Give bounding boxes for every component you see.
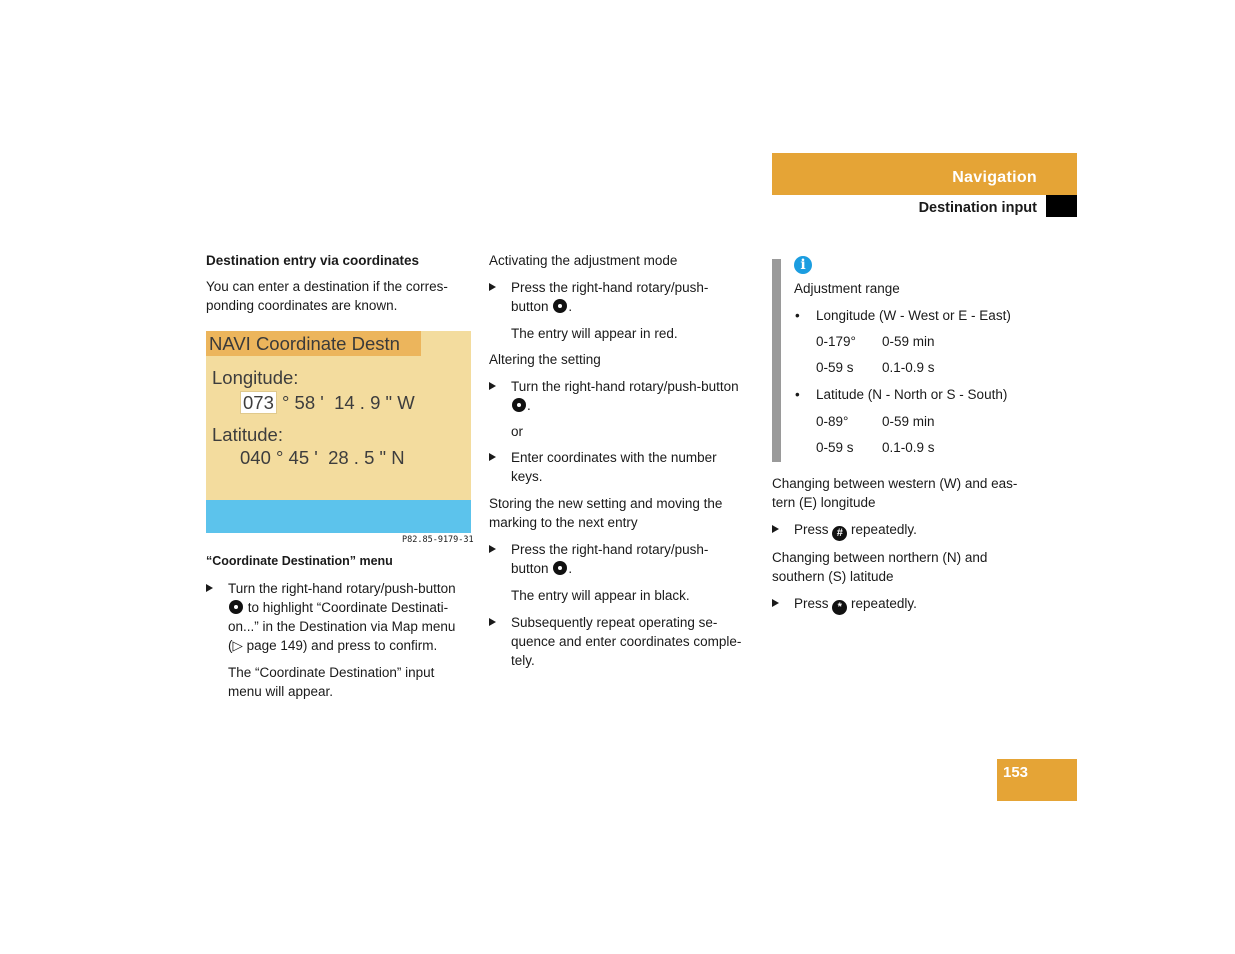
header-marker — [1046, 195, 1077, 217]
range-item-label: Longitude (W - West or E - East) — [816, 308, 1011, 323]
we-line: Changing between western (W) and eas- — [772, 476, 1018, 491]
storing-line: Storing the new setting and moving the — [489, 496, 723, 511]
coordinate-destination-screen — [206, 331, 471, 533]
latitude-label: Latitude: — [212, 424, 283, 445]
bullet-arrow-icon — [489, 283, 496, 291]
step-text: (▷ page 149) and press to confirm. — [228, 638, 438, 653]
range-value: 0-59 min — [882, 414, 935, 429]
section-header-bar — [772, 153, 1077, 195]
range-value: 0-59 min — [882, 334, 935, 349]
step-toggle-ns — [772, 594, 1037, 615]
step-activate: Press the right-hand rotary/push- button . — [489, 278, 755, 316]
rotary-button-icon — [229, 600, 243, 614]
step-store: Press the right-hand rotary/push- button . — [489, 540, 755, 578]
latitude-value: 040 ° 45 ' 28 . 5 " N — [240, 447, 405, 468]
range-value: 0-89° — [816, 414, 849, 429]
info-icon: i — [794, 256, 812, 274]
intro-line: You can enter a destination if the corres- — [206, 279, 448, 294]
ns-heading — [772, 548, 1037, 586]
info-box — [794, 256, 1044, 457]
range-value: 0.1-0.9 s — [882, 440, 935, 455]
activate-result: The entry will appear in red. — [511, 326, 678, 341]
column-right — [772, 474, 1037, 615]
screen-title: NAVI Coordinate Destn — [206, 331, 421, 356]
ns-line: southern (S) latitude — [772, 569, 894, 584]
rotary-button-icon — [553, 299, 567, 313]
step-toggle-we — [772, 520, 1037, 541]
step-text: Turn the right-hand rotary/push-button — [511, 379, 739, 394]
result-text: The “Coordinate Destination” input — [228, 665, 435, 680]
info-box-bar — [772, 259, 781, 462]
longitude-value — [240, 392, 415, 414]
or-text: or — [511, 424, 524, 439]
step-text: on...” in the Destination via Map menu — [228, 619, 456, 634]
figure-caption: “Coordinate Destination” menu — [206, 554, 393, 568]
step-alter-turn: Turn the right-hand rotary/push-button . — [489, 377, 755, 415]
hash-key-icon: # — [832, 526, 847, 541]
range-row — [794, 412, 1044, 431]
ns-line: Changing between northern (N) and — [772, 550, 988, 565]
subsection-title: Destination input — [918, 200, 1037, 216]
latitude-range-item — [794, 385, 1044, 404]
rotary-button-icon — [512, 398, 526, 412]
section-title: Navigation — [952, 169, 1037, 186]
bullet-arrow-icon — [772, 525, 779, 533]
step-text: Press the right-hand rotary/push- — [511, 280, 709, 295]
step-text: repeatedly. — [851, 522, 917, 537]
bullet-arrow-icon — [489, 453, 496, 461]
storing-line: marking to the next entry — [489, 515, 638, 530]
activating-heading: Activating the adjustment mode — [489, 253, 678, 268]
page-number: 153 — [1003, 764, 1029, 781]
altering-heading: Altering the setting — [489, 352, 601, 367]
intro-line: ponding coordinates are known. — [206, 298, 398, 313]
step-text: repeatedly. — [851, 596, 917, 611]
star-key-icon: * — [832, 600, 847, 615]
bullet-arrow-icon — [489, 545, 496, 553]
step-text: Press the right-hand rotary/push- — [511, 542, 709, 557]
bullet-dot-icon: • — [795, 387, 800, 402]
longitude-rest: ° 58 ' 14 . 9 " W — [276, 392, 415, 413]
step-repeat — [489, 613, 755, 670]
store-result: The entry will appear in black. — [511, 588, 690, 603]
bullet-arrow-icon — [489, 382, 496, 390]
page-number-box — [997, 759, 1077, 801]
we-line: tern (E) longitude — [772, 495, 876, 510]
range-value: 0.1-0.9 s — [882, 360, 935, 375]
step-text: button — [511, 561, 549, 576]
step-text: Press — [794, 522, 829, 537]
longitude-label: Longitude: — [212, 367, 299, 388]
step-text: Turn the right-hand rotary/push-button — [228, 581, 456, 596]
figure-code: P82.85-9179-31 — [402, 535, 474, 545]
range-row — [794, 332, 1044, 351]
bullet-arrow-icon — [489, 618, 496, 626]
column-left-lower — [206, 552, 472, 701]
step-text: keys. — [511, 469, 543, 484]
column-middle — [489, 251, 755, 670]
highlighted-degree-field: 073 — [240, 391, 277, 414]
result-text: menu will appear. — [228, 684, 334, 699]
step-text: tely. — [511, 653, 535, 668]
rotary-button-icon — [553, 561, 567, 575]
step-text: quence and enter coordinates comple- — [511, 634, 742, 649]
step-text: Subsequently repeat operating se- — [511, 615, 718, 630]
bullet-arrow-icon — [206, 584, 213, 592]
range-row — [794, 438, 1044, 457]
we-heading — [772, 474, 1037, 512]
info-title: Adjustment range — [794, 281, 900, 296]
step-text: button — [511, 299, 549, 314]
range-row — [794, 358, 1044, 377]
bullet-arrow-icon — [772, 599, 779, 607]
column-left — [206, 251, 472, 315]
range-item-label: Latitude (N - North or S - South) — [816, 387, 1008, 402]
longitude-range-item — [794, 306, 1044, 325]
range-value: 0-179° — [816, 334, 856, 349]
heading-coordinates: Destination entry via coordinates — [206, 253, 420, 268]
intro-text — [206, 277, 472, 315]
step-text: Press — [794, 596, 829, 611]
step-highlight — [206, 579, 472, 655]
range-value: 0-59 s — [816, 440, 854, 455]
step-result — [206, 663, 472, 701]
step-text: Enter coordinates with the number — [511, 450, 717, 465]
range-value: 0-59 s — [816, 360, 854, 375]
screen-status-strip — [206, 500, 471, 533]
storing-heading — [489, 494, 755, 532]
bullet-dot-icon: • — [795, 308, 800, 323]
step-text: to highlight “Coordinate Destinati- — [244, 600, 449, 615]
step-alter-keys — [489, 448, 755, 486]
